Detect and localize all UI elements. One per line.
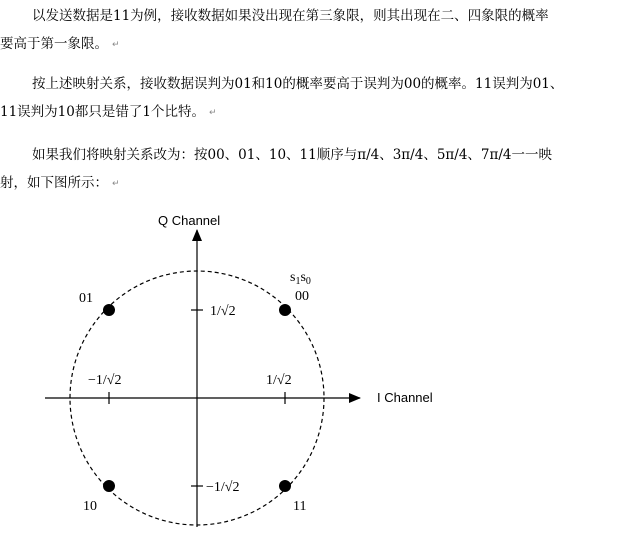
tick-label-q-pos: 1/√2 — [210, 304, 236, 319]
bit-order-label: $s_1s_0$ — [290, 270, 311, 287]
constellation-point-label-11: 11 — [293, 499, 307, 514]
return-mark-icon: ↵ — [112, 40, 120, 50]
paragraph-2 — [0, 70, 633, 126]
constellation-point-label-00: 00 — [295, 289, 309, 304]
paragraph-1-line-1: 以发送数据是11为例，接收数据如果没出现在第三象限，则其出现在二、四象限的概率 — [32, 8, 549, 24]
constellation-point-label-01: 01 — [79, 291, 93, 306]
constellation-point-11 — [279, 480, 291, 492]
paragraph-3 — [0, 141, 633, 197]
i-axis-label: I Channel — [377, 390, 433, 405]
constellation-point-10 — [103, 480, 115, 492]
paragraph-3-line-1: 如果我们将映射关系改为：按00、01、10、11顺序与π/4、3π/4、5π/4、7π/4一一映 — [32, 147, 553, 163]
q-axis-label: Q Channel — [158, 213, 221, 228]
paragraph-1 — [0, 2, 633, 58]
constellation-point-label-10: 10 — [83, 499, 97, 514]
constellation-point-01 — [103, 304, 115, 316]
paragraph-2-line-2: 11误判为10都只是错了1个比特。 ↵ — [0, 104, 217, 120]
constellation-points — [79, 289, 309, 514]
tick-label-i-neg: −1/√2 — [88, 373, 122, 388]
paragraph-3-line-2: 射，如下图所示： ↵ — [0, 175, 120, 191]
constellation-diagram — [0, 200, 633, 533]
return-mark-icon: ↵ — [112, 179, 120, 189]
return-mark-icon: ↵ — [208, 108, 217, 118]
paragraph-2-line-1: 按上述映射关系，接收数据误判为01和10的概率要高于误判为00的概率。11误判为01、 — [32, 76, 564, 92]
tick-label-i-pos: 1/√2 — [266, 373, 292, 388]
constellation-point-00 — [279, 304, 291, 316]
tick-label-q-neg: −1/√2 — [206, 480, 240, 495]
paragraph-1-line-2: 要高于第一象限。 ↵ — [0, 36, 120, 52]
